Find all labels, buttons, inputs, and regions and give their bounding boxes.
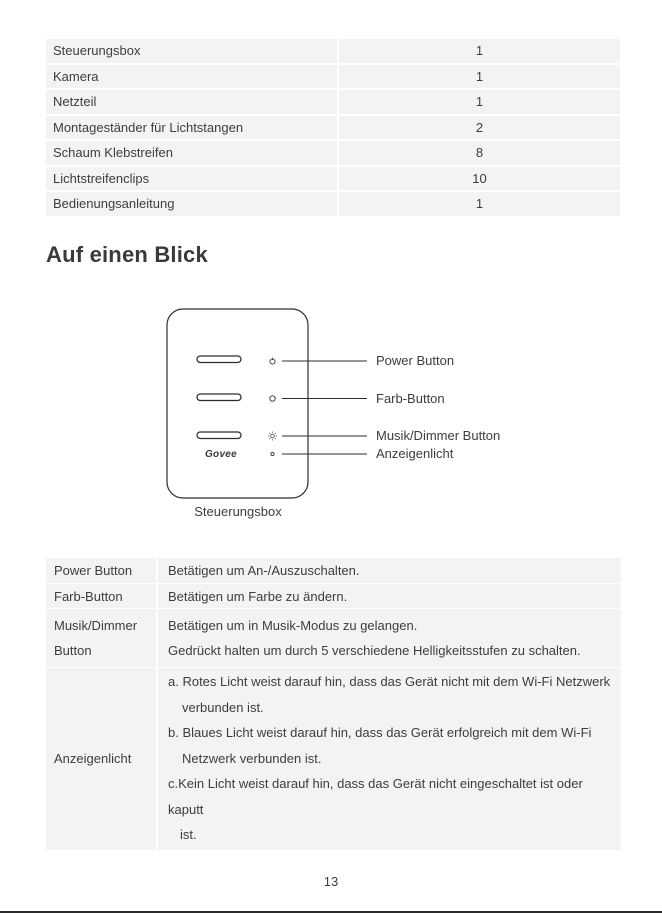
device-caption: Steuerungsbox xyxy=(194,504,282,519)
music-button-shape xyxy=(197,432,241,439)
govee-logo: Govee xyxy=(204,449,238,460)
table-row xyxy=(46,584,621,608)
part-name: Montageständer für Lichtstangen xyxy=(46,116,339,140)
power-button-shape xyxy=(197,356,241,363)
indicator-desc-line: ist. xyxy=(180,827,197,842)
section-title: Auf einen Blick xyxy=(46,242,208,267)
function-label: Anzeigenlicht xyxy=(46,668,158,850)
indicator-desc-line: b. Blaues Licht weist darauf hin, dass das Gerät erfolgreich mit dem Wi-Fi xyxy=(168,725,592,740)
table-row xyxy=(46,65,620,89)
table-row xyxy=(46,116,620,140)
color-icon xyxy=(270,396,275,401)
part-name: Kamera xyxy=(46,65,339,89)
device-body xyxy=(167,309,308,498)
part-qty: 1 xyxy=(339,192,620,216)
bottom-rule xyxy=(0,911,662,913)
callout-indicator-light: Anzeigenlicht xyxy=(376,446,454,461)
callout-music-button: Musik/Dimmer Button xyxy=(376,428,501,443)
table-row xyxy=(46,668,621,850)
functions-table xyxy=(46,557,621,851)
indicator-desc-line: Netzwerk verbunden ist. xyxy=(182,750,322,766)
color-button-shape xyxy=(197,394,241,401)
table-row xyxy=(46,558,621,583)
function-desc xyxy=(158,668,621,850)
function-desc: Betätigen um Farbe zu ändern. xyxy=(158,584,621,608)
part-qty: 1 xyxy=(339,39,620,63)
page-number: 13 xyxy=(323,874,339,889)
part-qty: 10 xyxy=(339,167,620,191)
table-row xyxy=(46,141,620,165)
function-desc-line: Gedrückt halten um durch 5 verschiedene Helligkeitsstufen zu schalten. xyxy=(168,643,581,658)
indicator-desc-line: a. Rotes Licht weist darauf hin, dass das Gerät nicht mit dem Wi-Fi Netzwerk xyxy=(168,674,611,689)
part-name: Steuerungsbox xyxy=(46,39,339,63)
function-desc: Betätigen um An-/Auszuschalten. xyxy=(158,558,621,583)
parts-list-table xyxy=(46,37,620,218)
table-row xyxy=(46,192,620,216)
part-qty: 1 xyxy=(339,90,620,114)
part-name: Netzteil xyxy=(46,90,339,114)
callout-power-button: Power Button xyxy=(376,353,455,368)
function-label-line: Musik/Dimmer xyxy=(54,618,138,633)
function-desc-line: Betätigen um in Musik-Modus zu gelangen. xyxy=(168,618,418,633)
function-label xyxy=(46,609,158,667)
part-qty: 1 xyxy=(339,65,620,89)
table-row xyxy=(46,167,620,191)
indicator-light-dot xyxy=(271,452,274,455)
table-row xyxy=(46,609,621,667)
part-qty: 8 xyxy=(339,141,620,165)
table-row xyxy=(46,39,620,63)
table-row xyxy=(46,90,620,114)
brightness-icon xyxy=(268,432,277,441)
indicator-desc-line: verbunden ist. xyxy=(182,699,264,715)
part-qty: 2 xyxy=(339,116,620,140)
part-name: Lichtstreifenclips xyxy=(46,167,339,191)
function-label: Farb-Button xyxy=(46,584,158,608)
callout-color-button: Farb-Button xyxy=(376,391,445,406)
power-icon xyxy=(270,358,275,364)
part-name: Bedienungsanleitung xyxy=(46,192,339,216)
function-label: Power Button xyxy=(46,558,158,583)
indicator-desc-line: c.Kein Licht weist darauf hin, dass das Gerät nicht eingeschaltet ist oder kaputt xyxy=(168,776,583,817)
part-name: Schaum Klebstreifen xyxy=(46,141,339,165)
function-desc xyxy=(158,609,621,667)
function-label-line: Button xyxy=(54,643,92,658)
